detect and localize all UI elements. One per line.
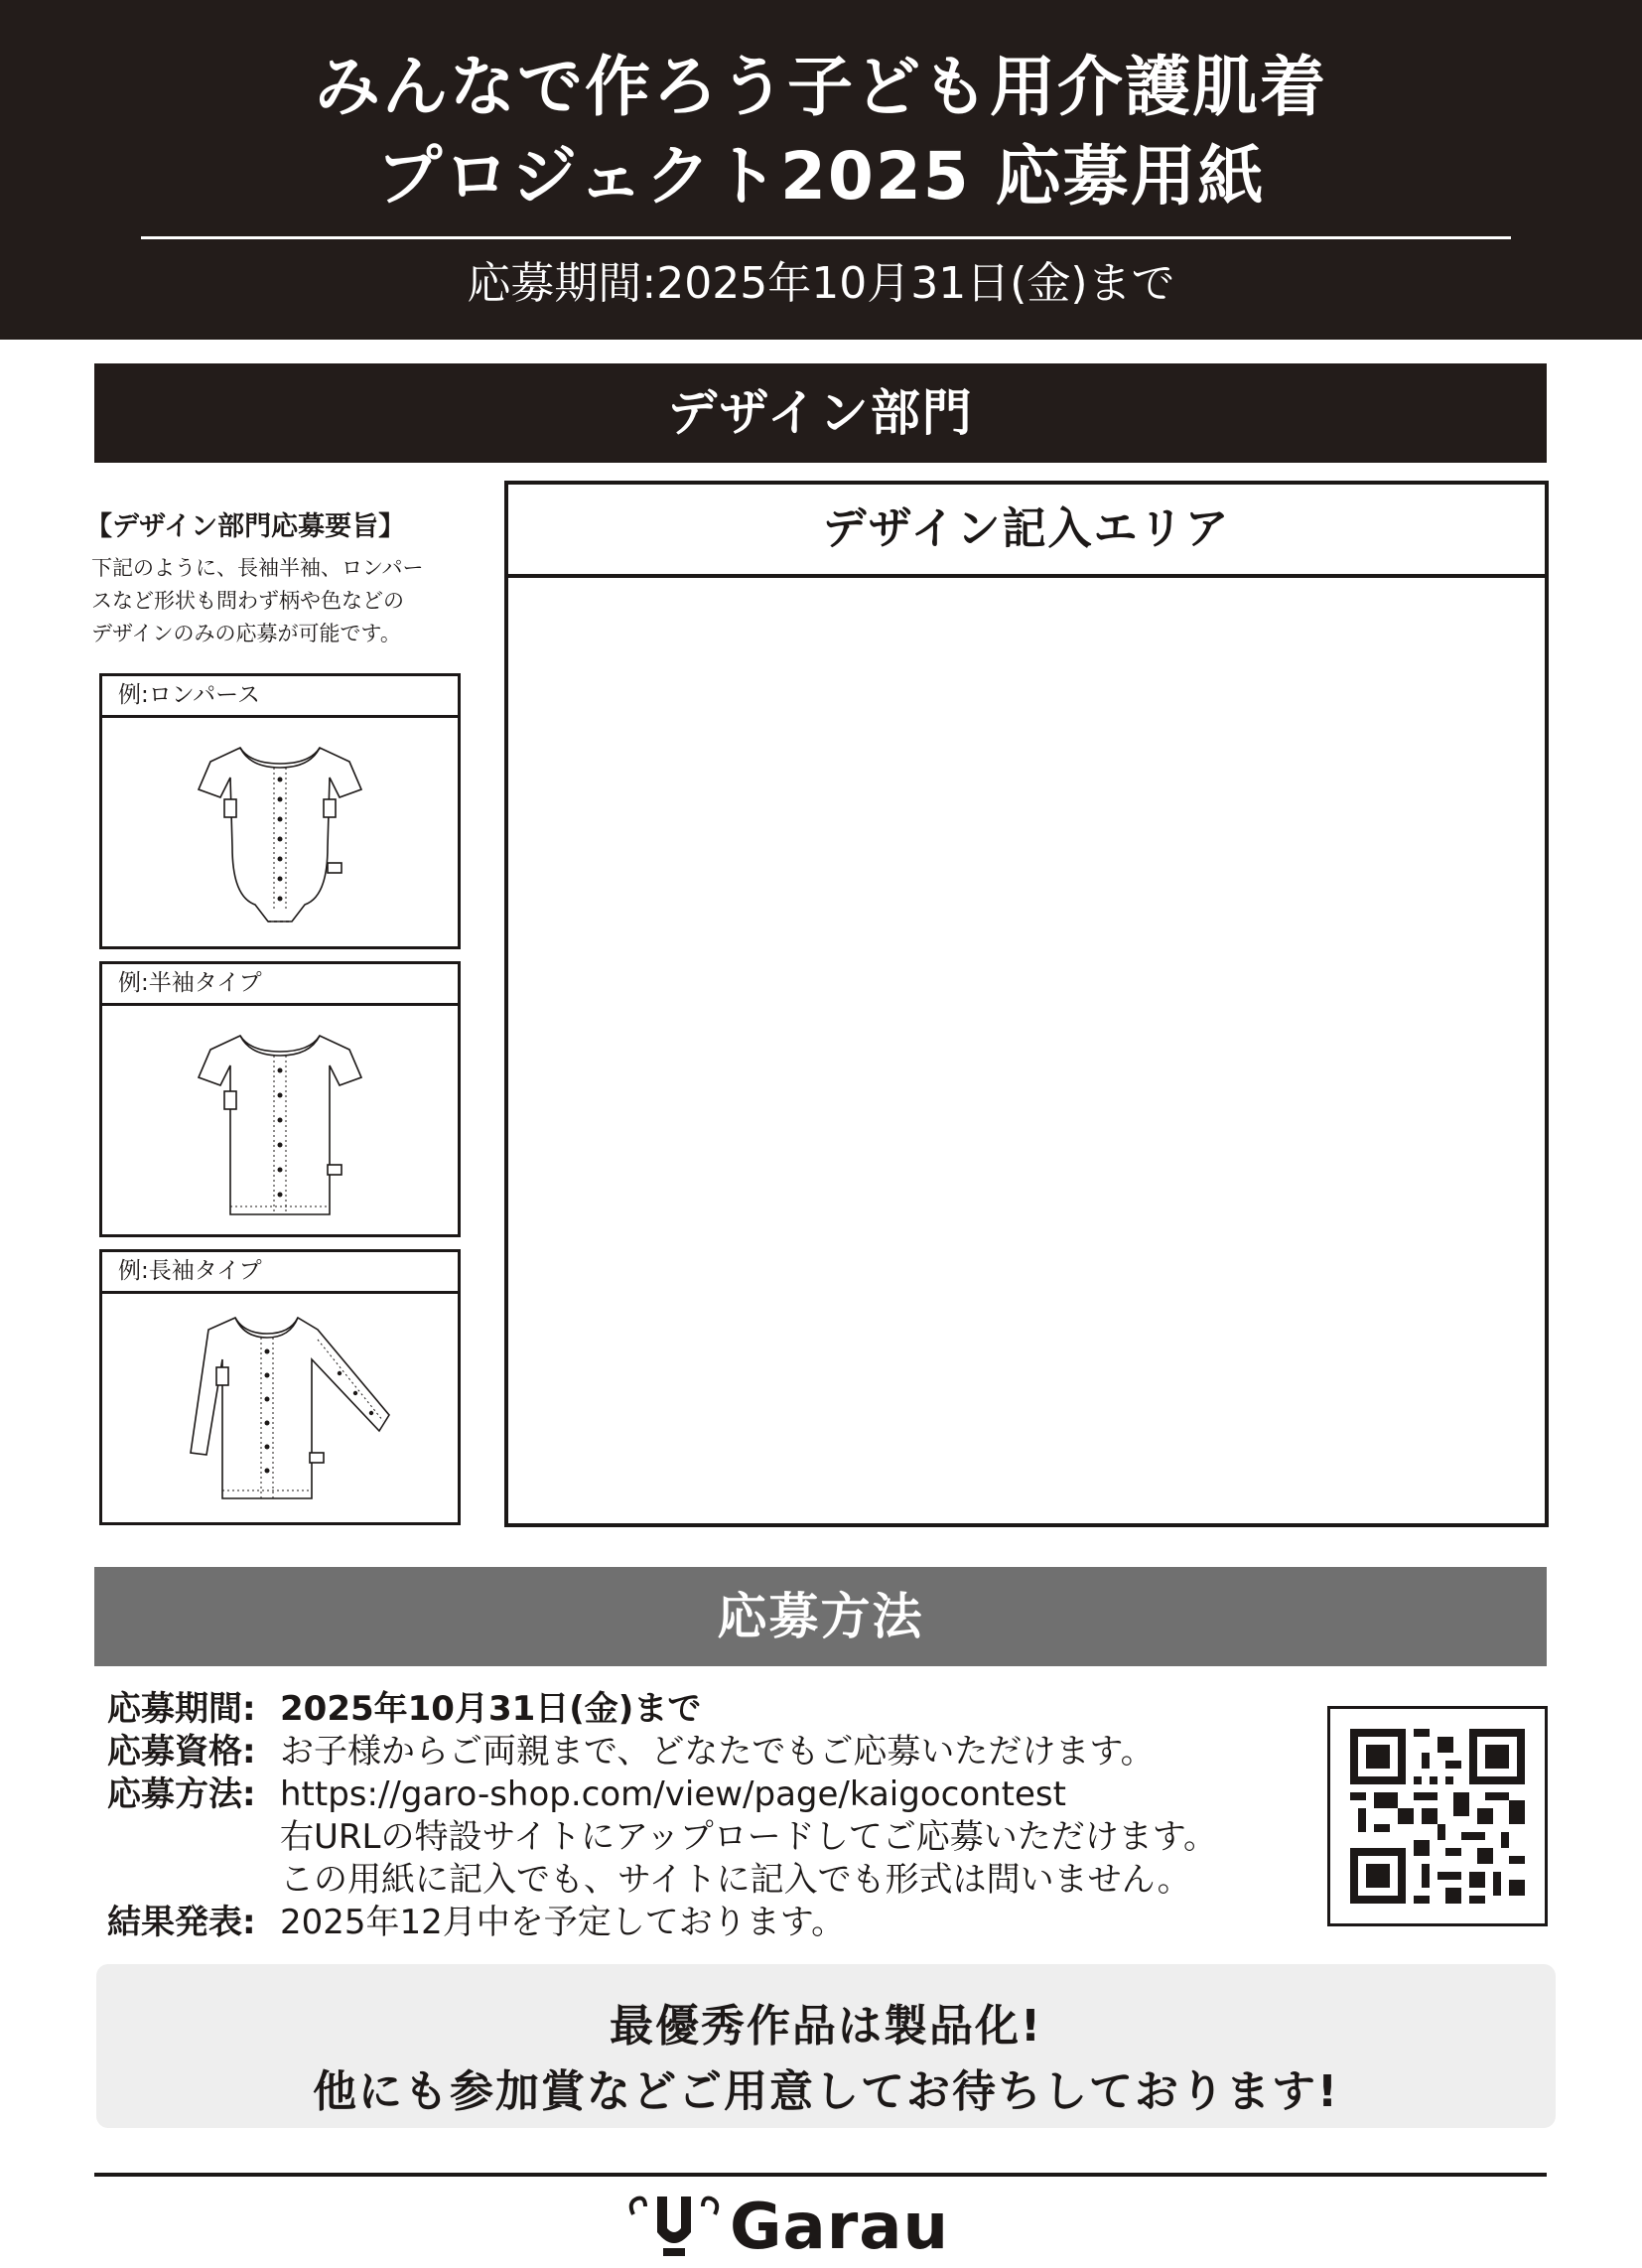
- design-entry-area[interactable]: [504, 481, 1549, 1527]
- row-label: 結果発表:: [107, 1903, 256, 1942]
- title-line-1: みんなで作ろう子ども用介護肌着: [315, 49, 1327, 125]
- row-label: 応募方法:: [107, 1774, 256, 1814]
- design-area-title: デザイン記入エリア: [508, 485, 1545, 578]
- apply-row-results: [107, 1902, 1299, 1944]
- apply-section-title: 応募方法: [94, 1567, 1547, 1666]
- romper-illustration-icon: [181, 728, 379, 936]
- qr-code-icon: [1350, 1729, 1525, 1904]
- header-divider: [141, 236, 1511, 239]
- apply-row-method-note-1: [107, 1816, 1299, 1859]
- promo-line-1: 最優秀作品は製品化!: [609, 2001, 1043, 2052]
- guide-text: 下記のように、長袖半袖、ロンパー スなど形状も問わず柄や色などの デザインのみの応募が可能です。: [91, 556, 424, 645]
- example-label: 例:ロンパース: [102, 676, 458, 718]
- row-value: この用紙に記入でも、サイトに記入でも形式は問いません。: [280, 1860, 1191, 1900]
- contest-url-link[interactable]: https://garo-shop.com/view/page/kaigocontest: [280, 1774, 1066, 1814]
- promo-box: [96, 1964, 1556, 2128]
- row-value: 右URLの特設サイトにアップロードしてご応募いただけます。: [280, 1817, 1217, 1857]
- qr-code[interactable]: [1327, 1706, 1548, 1926]
- apply-row-method: [107, 1773, 1299, 1816]
- garau-logo: [625, 2189, 1023, 2262]
- long-sleeve-illustration-icon: [151, 1304, 409, 1512]
- row-value: 2025年10月31日(金)まで: [280, 1689, 702, 1729]
- title-line-2: プロジェクト2025 応募用紙: [376, 138, 1266, 214]
- header-banner: [0, 0, 1642, 340]
- footer-divider: [94, 2173, 1547, 2177]
- row-label: 応募期間:: [107, 1689, 256, 1729]
- row-label: 応募資格:: [107, 1732, 256, 1772]
- apply-row-method-note-2: [107, 1859, 1299, 1902]
- example-short-sleeve: [99, 961, 461, 1237]
- header-deadline: 応募期間:2025年10月31日(金)まで: [467, 258, 1175, 309]
- short-sleeve-illustration-icon: [181, 1016, 379, 1224]
- garau-mascot-icon: [625, 2189, 723, 2262]
- example-romper: [99, 673, 461, 949]
- example-label: 例:長袖タイプ: [102, 1252, 458, 1294]
- example-label: 例:半袖タイプ: [102, 964, 458, 1006]
- example-long-sleeve: [99, 1249, 461, 1525]
- row-label: [107, 1859, 280, 1902]
- row-value: お子様からご両親まで、どなたでもご応募いただけます。: [280, 1732, 1155, 1772]
- guide-title: 【デザイン部門応募要旨】: [85, 511, 406, 542]
- apply-row-period: [107, 1688, 1299, 1731]
- brand-wordmark: Garau: [730, 2191, 950, 2264]
- row-value: 2025年12月中を予定しております。: [280, 1903, 846, 1942]
- apply-row-eligibility: [107, 1731, 1299, 1773]
- row-label: [107, 1816, 280, 1859]
- design-section-title: デザイン部門: [94, 363, 1547, 463]
- promo-line-2: 他にも参加賞などご用意してお待ちしております!: [312, 2066, 1340, 2117]
- apply-details: [107, 1688, 1299, 1944]
